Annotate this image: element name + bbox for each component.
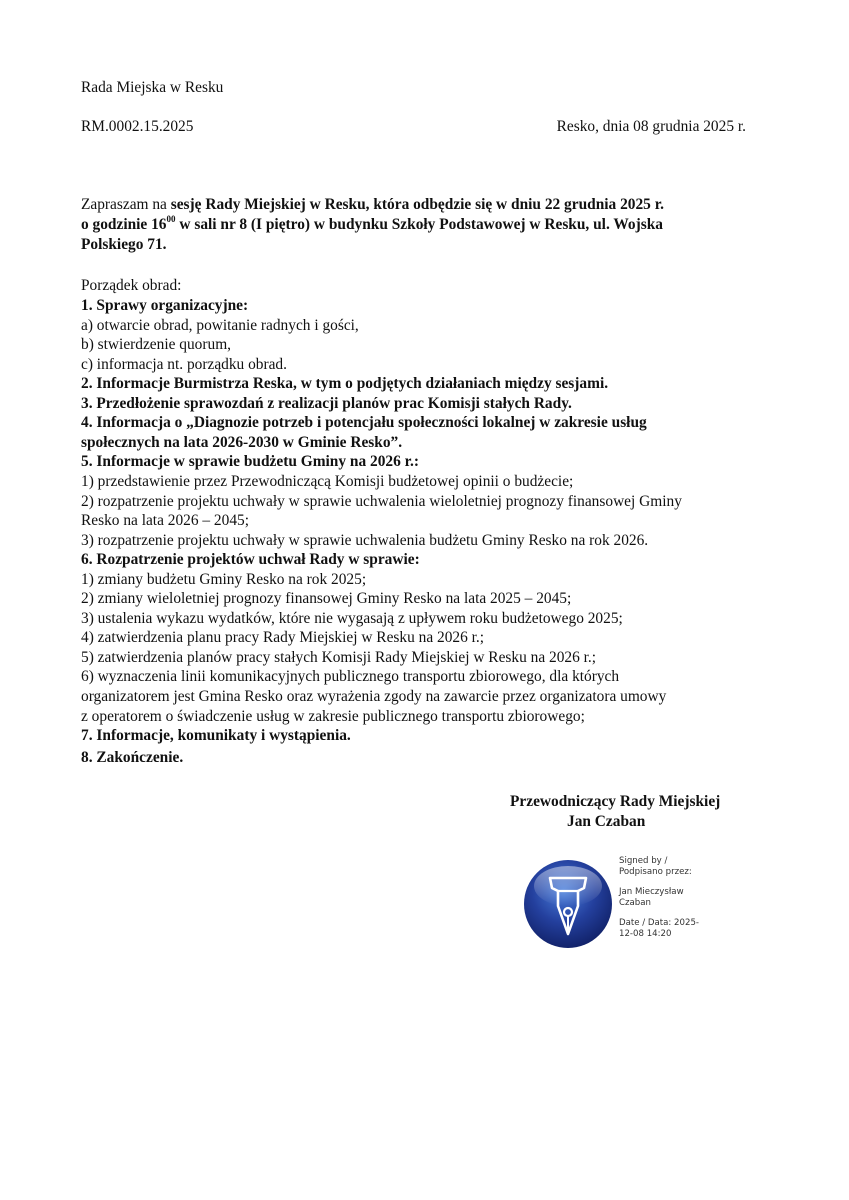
signatory-name: Jan Czaban	[567, 813, 646, 830]
agenda-subitem: 1) zmiany budżetu Gminy Resko na rok 2025;	[81, 570, 367, 588]
agenda-heading: Porządek obrad:	[81, 277, 182, 294]
signer-name-1: Jan Mieczysław	[619, 887, 684, 897]
agenda-subitem: b) stwierdzenie quorum,	[81, 336, 232, 354]
agenda-subitem: 2) zmiany wieloletniej prognozy finansowej Gminy Resko na lata 2025 – 2045;	[81, 590, 572, 608]
agenda-item: 6. Rozpatrzenie projektów uchwał Rady w sprawie:	[81, 551, 420, 569]
fountain-pen-nib-icon	[522, 858, 614, 950]
agenda-item: 5. Informacje w sprawie budżetu Gminy na 2026 r.:	[81, 453, 420, 471]
reference-number: RM.0002.15.2025	[81, 118, 194, 135]
signature-date-2: 12-08 14:20	[619, 929, 672, 939]
agenda-item: społecznych na lata 2026-2030 w Gminie Resko”.	[81, 433, 403, 451]
agenda-item: 3. Przedłożenie sprawozdań z realizacji planów prac Komisji stałych Rady.	[81, 394, 572, 412]
invitation-location: w sali nr 8 (I piętro) w budynku Szkoły Podstawowej w Resku, ul. Wojska	[175, 216, 663, 233]
agenda-subitem: 4) zatwierdzenia planu pracy Rady Miejskiej w Resku na 2026 r.;	[81, 629, 485, 647]
agenda-subitem: z operatorem o świadczenie usług w zakresie publicznego transportu zbiorowego;	[81, 707, 585, 725]
agenda-subitem: organizatorem jest Gmina Resko oraz wyrażenia zgody na zawarcie przez organizatora umowy	[81, 688, 667, 705]
invitation-line-1	[81, 195, 664, 214]
agenda-subitem: a) otwarcie obrad, powitanie radnych i gości,	[81, 316, 359, 334]
agenda-subitem: 3) ustalenia wykazu wydatków, które nie wygasają z upływem roku budżetowego 2025;	[81, 609, 623, 627]
signed-by-label-1: Signed by /	[619, 856, 668, 866]
agenda-subitem: 6) wyznaczenia linii komunikacyjnych publicznego transportu zbiorowego, dla których	[81, 668, 620, 686]
agenda-subitem: 3) rozpatrzenie projektu uchwały w sprawie uchwalenia budżetu Gminy Resko na rok 2026.	[81, 531, 649, 549]
signature-date-1: Date / Data: 2025-	[619, 918, 700, 928]
agenda-item: 1. Sprawy organizacyjne:	[81, 297, 249, 314]
signatory-title: Przewodniczący Rady Miejskiej	[510, 793, 721, 810]
electronic-signature-stamp	[619, 856, 699, 940]
invitation-session-info: sesję Rady Miejskiej w Resku, która odbędzie się w dniu 22 grudnia 2025 r.	[170, 196, 664, 213]
agenda-subitem: 5) zatwierdzenia planów pracy stałych Komisji Rady Miejskiej w Resku na 2026 r.;	[81, 648, 597, 666]
invitation-line-3: Polskiego 71.	[81, 236, 167, 253]
invitation-lead: Zapraszam na	[81, 196, 171, 213]
invitation-time: o godzinie 16	[81, 216, 167, 233]
invitation-time-minutes: 00	[166, 214, 176, 224]
signed-by-label-2: Podpisano przez:	[619, 867, 692, 877]
agenda-subitem: 2) rozpatrzenie projektu uchwały w sprawie uchwalenia wieloletniej prognozy finansowej Gminy	[81, 492, 682, 510]
signer-name-2: Czaban	[619, 898, 651, 908]
institution-name: Rada Miejska w Resku	[81, 79, 224, 96]
agenda-subitem: Resko na lata 2026 – 2045;	[81, 512, 249, 530]
agenda-item: 8. Zakończenie.	[81, 748, 184, 766]
agenda-item: 4. Informacja o „Diagnozie potrzeb i potencjału społeczności lokalnej w zakresie usług	[81, 414, 647, 432]
agenda-item: 7. Informacje, komunikaty i wystąpienia.	[81, 727, 351, 745]
agenda-item: 2. Informacje Burmistrza Reska, w tym o podjętych działaniach między sesjami.	[81, 375, 609, 393]
invitation-line-2	[81, 215, 663, 234]
agenda-subitem: c) informacja nt. porządku obrad.	[81, 355, 287, 373]
place-and-date: Resko, dnia 08 grudnia 2025 r.	[556, 118, 746, 135]
agenda-subitem: 1) przedstawienie przez Przewodniczącą Komisji budżetowej opinii o budżecie;	[81, 472, 574, 490]
